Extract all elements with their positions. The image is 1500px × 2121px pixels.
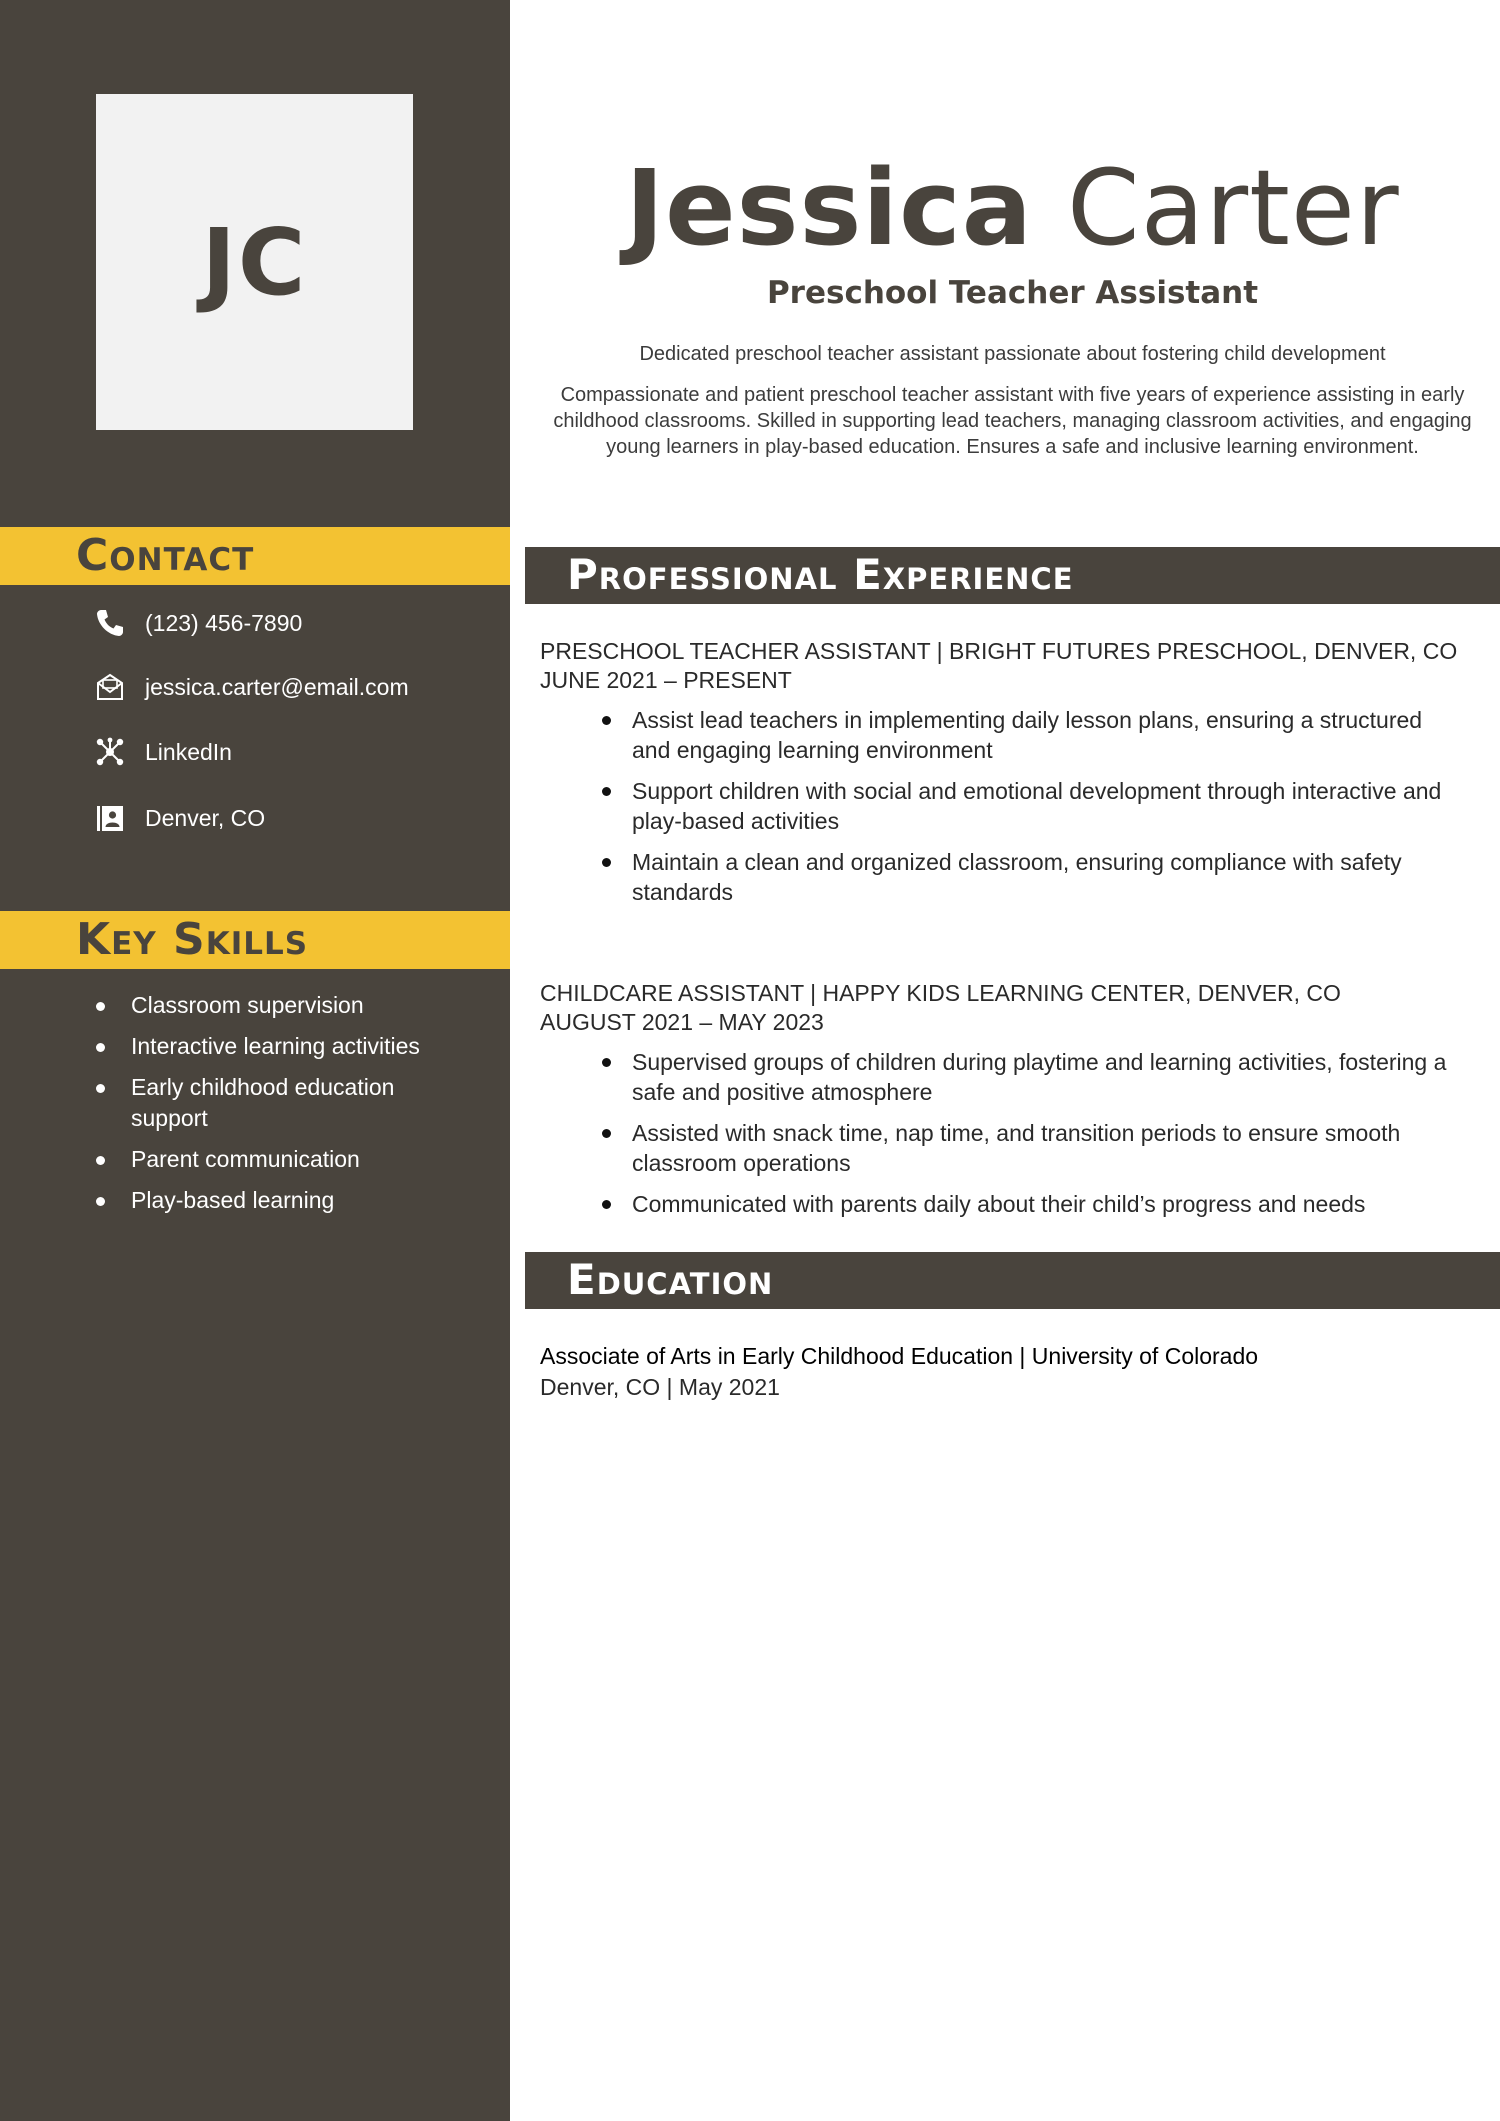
address-book-icon [93,801,127,835]
skills-heading: Key Skills [76,914,309,965]
skill-item: Interactive learning activities [96,1031,476,1062]
education-details: Denver, CO | May 2021 [540,1374,780,1400]
phone-icon [93,606,127,640]
job-dates: JUNE 2021 – PRESENT [540,667,792,693]
skills-heading-band [0,911,510,969]
contact-phone [93,603,302,643]
skill-item: Parent communication [96,1144,476,1175]
job-header: CHILDCARE ASSISTANT | HAPPY KIDS LEARNING CENTER, DENVER, CO [540,980,1341,1006]
linkedin-link[interactable]: LinkedIn [145,738,232,765]
email-link[interactable]: jessica.carter@email.com [145,673,409,700]
contact-linkedin [93,732,232,772]
skill-item: Classroom supervision [96,990,476,1021]
tagline: Dedicated preschool teacher assistant passionate about fostering child development [639,343,1386,365]
contact-email [93,667,409,707]
first-name: Jessica [625,147,1033,269]
job-bullet: Assisted with snack time, nap time, and transition periods to ensure smooth classroom operations [632,1118,1460,1178]
job-bullet: Communicated with parents daily about their child’s progress and needs [632,1189,1460,1219]
monogram-box [96,94,413,430]
sidebar [0,0,510,2121]
location-text: Denver, CO [145,804,266,831]
job-bullet: Assist lead teachers in implementing daily lesson plans, ensuring a structured and engaging learning environment [632,705,1460,765]
envelope-icon [93,670,127,704]
education-heading: Education [567,1255,774,1304]
education-entry [540,1341,1480,1403]
job-header: PRESCHOOL TEACHER ASSISTANT | BRIGHT FUTURES PRESCHOOL, DENVER, CO [540,638,1458,664]
network-icon [93,735,127,769]
contact-heading-band [0,527,510,585]
job-title: Preschool Teacher Assistant [766,275,1259,311]
skill-item: Play-based learning [96,1185,476,1216]
skill-item: Early childhood education support [96,1072,411,1134]
contact-heading: Contact [76,530,255,581]
job-entry [540,637,1460,918]
job-bullet: Supervised groups of children during playtime and learning activities, fostering a safe and positive atmosphere [632,1047,1460,1107]
summary: Compassionate and patient preschool teacher assistant with five years of experience assisting in early childhood classrooms. Skilled in supporting lead teachers, managing classroom activities, and engaging young learners in play-based education. Ensures a safe and inclusive learning environment. [553,384,1472,458]
candidate-name [525,148,1500,268]
education-degree: Associate of Arts in Early Childhood Education | University of Colorado [540,1343,1259,1369]
job-bullets [540,1047,1460,1219]
job-bullet: Maintain a clean and organized classroom, ensuring compliance with safety standards [632,847,1460,907]
monogram: JC [201,208,308,316]
experience-heading-band [525,547,1500,604]
job-dates: AUGUST 2021 – MAY 2023 [540,1009,824,1035]
last-name: Carter [1066,147,1400,269]
contact-location [93,798,265,838]
phone-text: (123) 456-7890 [145,609,303,636]
education-heading-band [525,1252,1500,1309]
experience-heading: Professional Experience [567,550,1074,599]
skills-list [96,990,476,1226]
job-bullets [540,705,1460,907]
job-bullet: Support children with social and emotional development through interactive and play-based activities [632,776,1460,836]
job-entry [540,979,1460,1230]
